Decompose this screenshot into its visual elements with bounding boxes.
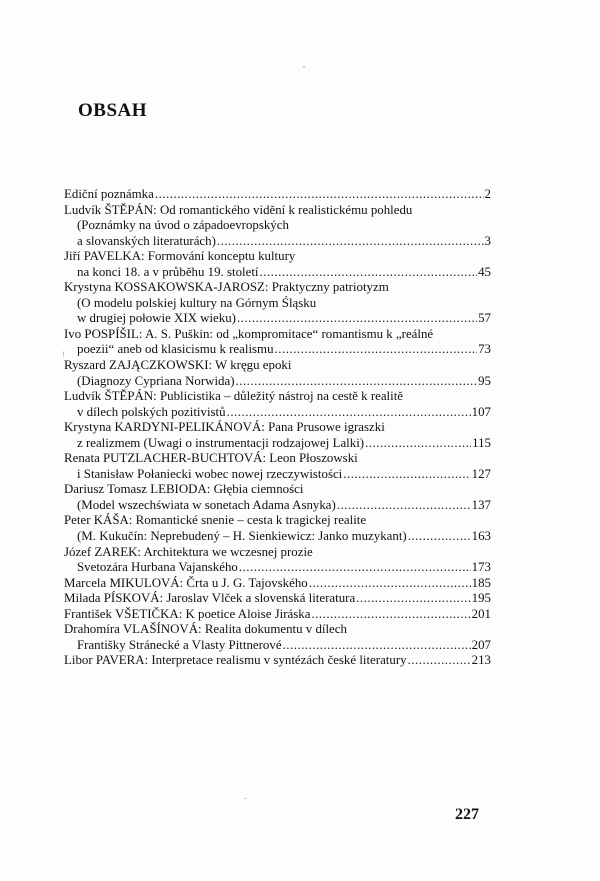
toc-entry-text: (O modelu polskiej kultury na Górnym Śląsku [77,295,317,310]
toc-entry-line [64,342,491,358]
toc-entry [64,622,491,653]
toc-entry-line [64,560,491,576]
toc-entry-text: (M. Kukučín: Neprebudený – H. Sienkiewicz: Janko muzykant) [77,529,407,544]
toc-entry-text: Marcela MIKULOVÁ: Črta u J. G. Tajovského [64,575,308,590]
toc-entry-text: Františky Stránecké a Vlasty Pittnerové [77,637,282,652]
toc-entry [64,607,491,623]
dot-leader [356,591,470,607]
toc-page-number: 207 [471,637,491,652]
toc-page-number: 2 [484,187,491,201]
scan-speck [63,351,64,357]
toc-entry-line [64,638,491,654]
toc-entry-text: Krystyna KARDYNI-PELIKÁNOVÁ: Pana Prusowe igraszki [64,420,385,435]
toc-page-number: 45 [478,264,491,279]
page-title: OBSAH [78,100,148,121]
toc-entry-text: na konci 18. a v průběhu 19. století [77,264,259,279]
toc-entry-line [64,653,491,669]
toc-entry [64,451,491,482]
toc-entry [64,420,491,451]
toc-entry-line [64,296,491,312]
toc-entry-line [64,389,491,405]
toc-entry-text: v dílech polských pozitivistů [77,404,226,419]
toc-entry-line [64,529,491,545]
toc-page-number: 107 [471,404,491,419]
toc-entry-line [64,482,491,498]
toc-entry-line [64,327,491,343]
toc-entry [64,203,491,250]
toc-page-number: 163 [471,529,491,544]
dot-leader [408,529,471,545]
dot-leader [343,467,470,483]
toc-entry-text: z realizmem (Uwagi o instrumentacji rodzajowej Lalki) [77,435,365,450]
toc-entry-text: Milada PÍSKOVÁ: Jaroslav Vlček a slovenská literatura [64,591,356,606]
toc-entry-line [64,249,491,265]
toc-entry [64,327,491,358]
toc-page-number: 73 [478,342,491,357]
dot-leader [236,374,478,390]
toc-entry-text: Ludvík ŠTĚPÁN: Publicistika – důležitý nástroj na cestě k realitě [64,389,404,404]
toc-entry [64,187,491,203]
toc-entry-line [64,545,491,561]
toc-entry-text: Józef ZAREK: Architektura we wczesnej prozie [64,544,313,559]
dot-leader [337,498,471,514]
dot-leader [260,265,478,281]
toc-entry-line [64,203,491,219]
toc-entry-line [64,467,491,483]
toc-entry-line [64,591,491,607]
toc-page-number: 173 [471,560,491,575]
dot-leader [275,342,478,358]
toc-entry [64,389,491,420]
toc-entry [64,482,491,513]
toc-entry-line [64,436,491,452]
toc-entry-line [64,280,491,296]
toc-page-number: 127 [471,466,491,481]
toc-page-number: 137 [471,497,491,512]
toc-entry-text: i Stanisław Połaniecki wobec nowej rzeczywistości [77,466,343,481]
toc-entry [64,576,491,592]
toc-page-number: 57 [478,311,491,326]
toc-entry-line [64,498,491,514]
toc-entry [64,545,491,576]
dot-leader [365,436,471,452]
dot-leader [309,576,471,592]
toc-entry-line [64,451,491,467]
toc-entry-text: Jiří PAVELKA: Formování konceptu kultury [64,249,296,264]
toc-entry-text: Dariusz Tomasz LEBIODA: Głębia ciemności [64,482,304,497]
toc-entry [64,280,491,327]
toc-entry-line [64,187,491,203]
toc-entry-text: poezii“ aneb od klasicismu k realismu [77,342,274,357]
toc-page-number: 115 [472,435,491,450]
toc-page-number: 95 [478,373,491,388]
toc-page-number: 185 [471,575,491,590]
toc-entry-text: a slovanských literaturách) [77,233,216,248]
toc-entry-text: Peter KÁŠA: Romantické snenie – cesta k tragickej realite [64,513,367,528]
toc-entry [64,513,491,544]
table-of-contents [64,187,491,669]
dot-leader [239,560,471,576]
toc-entry-line [64,358,491,374]
toc-page-number: 195 [471,591,491,606]
toc-entry-text: w drugiej połowie XIX wieku) [77,311,236,326]
dot-leader [237,311,477,327]
toc-entry-text: Ludvík ŠTĚPÁN: Od romantického vidění k realistickému pohledu [64,202,413,217]
toc-page-number: 3 [484,233,491,248]
dot-leader [283,638,471,654]
toc-entry [64,249,491,280]
toc-entry-text: František VŠETIČKA: K poetice Aloise Jiráska [64,606,311,621]
toc-entry-line [64,607,491,623]
dot-leader [155,187,484,203]
toc-entry-text: Krystyna KOSSAKOWSKA-JAROSZ: Praktyczny patriotyzm [64,280,389,295]
toc-entry-text: Svetozára Hurbana Vajanského [77,560,238,575]
dot-leader [311,607,470,623]
toc-entry-text: Ediční poznámka [64,187,154,201]
toc-entry-line [64,265,491,281]
toc-entry [64,591,491,607]
toc-entry-text: Ryszard ZAJĄCZKOWSKI: W kręgu epoki [64,358,292,373]
toc-page-number: 201 [471,606,491,621]
dot-leader [408,653,471,669]
toc-entry-text: (Diagnozy Cypriana Norwida) [77,373,235,388]
toc-page-number: 213 [471,653,491,668]
toc-entry-text: Ivo POSPÍŠIL: A. S. Puškin: od „kompromitace“ romantismu k „reálné [64,326,434,341]
toc-entry-line [64,311,491,327]
toc-entry-text: Drahomíra VLAŠÍNOVÁ: Realita dokumentu v dílech [64,622,347,637]
toc-entry-line [64,374,491,390]
toc-entry-line [64,622,491,638]
scan-speck [244,798,247,799]
toc-entry-text: Renata PUTZLACHER-BUCHTOVÁ: Leon Płoszowski [64,451,358,466]
toc-entry-text: (Model wszechświata w sonetach Adama Asnyka) [77,497,336,512]
toc-entry-text: Libor PAVERA: Interpretace realismu v syntézách české literatury [64,653,407,668]
toc-entry-line [64,218,491,234]
toc-entry-text: (Poznámky na úvod o západoevropských [77,218,289,233]
toc-entry-line [64,576,491,592]
toc-entry-line [64,234,491,250]
scan-speck [303,66,305,68]
toc-entry-line [64,513,491,529]
dot-leader [227,405,471,421]
toc-entry [64,653,491,669]
page-number: 227 [455,806,479,823]
dot-leader [217,234,484,250]
toc-entry [64,358,491,389]
toc-entry-line [64,405,491,421]
toc-entry-line [64,420,491,436]
